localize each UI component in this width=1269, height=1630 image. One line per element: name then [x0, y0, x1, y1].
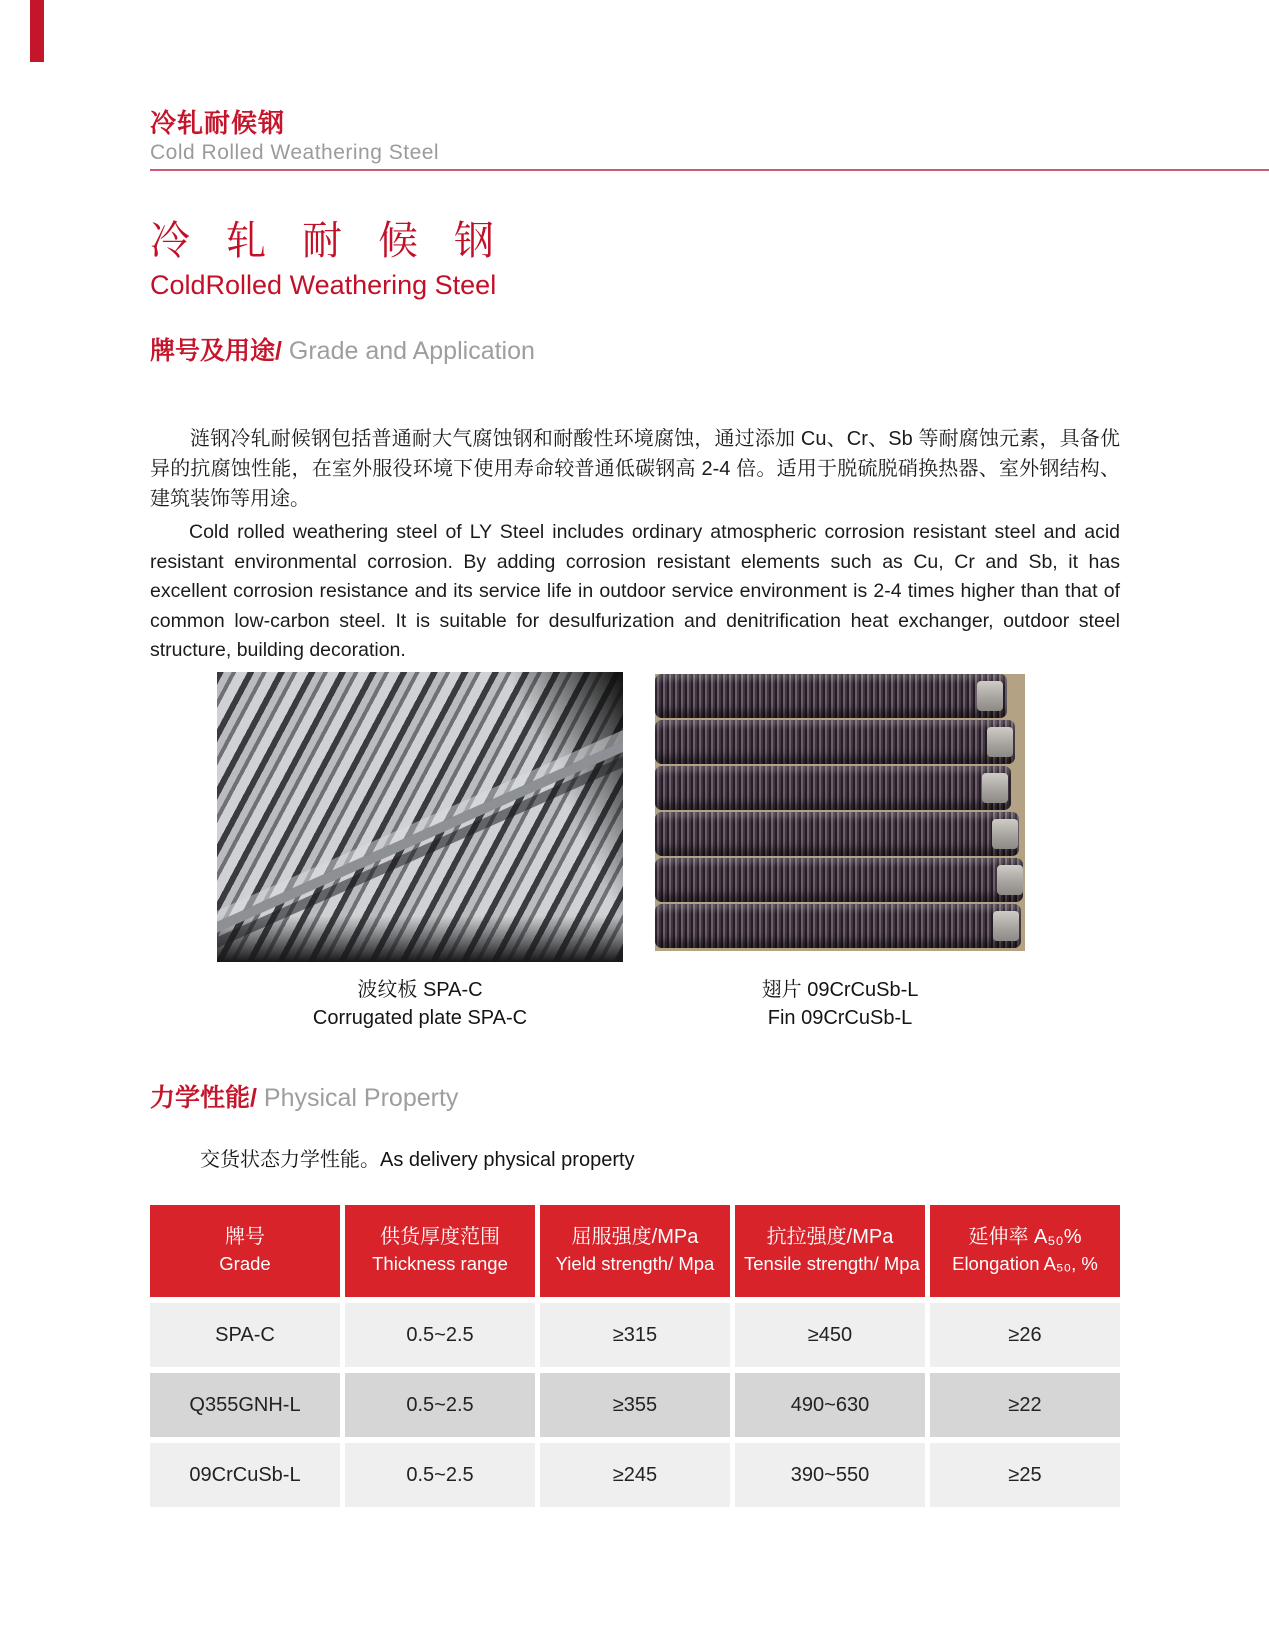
- section-heading-zh: 牌号及用途/: [150, 337, 282, 365]
- paragraph-chinese: 涟钢冷轧耐候钢包括普通耐大气腐蚀钢和耐酸性环境腐蚀，通过添加 Cu、Cr、Sb 等耐腐蚀元素，具备优异的抗腐蚀性能，在室外服役环境下使用寿命较普通低碳钢高 2-4 倍。适用于脱硫脱硝换热器、室外钢结构、建筑装饰等用途。: [150, 428, 1120, 510]
- header-en: Grade: [219, 1253, 271, 1274]
- section-heading-en: Grade and Application: [281, 337, 535, 365]
- section-heading-grade-and-application: [150, 336, 535, 366]
- physical-property-table: [150, 1205, 1120, 1507]
- header-en: Tensile strength/ Mpa: [744, 1253, 920, 1274]
- table-cell-thickness: 0.5~2.5: [345, 1373, 535, 1437]
- fin-tube-photo: [655, 674, 1025, 951]
- table-cell-yield: ≥245: [540, 1443, 730, 1507]
- table-cell-elongation: ≥25: [930, 1443, 1120, 1507]
- section-heading-en: Physical Property: [256, 1084, 459, 1112]
- table-cell-grade: Q355GNH-L: [150, 1373, 340, 1437]
- table-cell-thickness: 0.5~2.5: [345, 1443, 535, 1507]
- fin-tube: [655, 858, 1023, 902]
- header-zh: 牌号: [225, 1226, 265, 1248]
- table-cell-elongation: ≥26: [930, 1303, 1120, 1367]
- table-header-elongation: [930, 1205, 1120, 1297]
- fin-tube: [655, 720, 1015, 764]
- fin-tube: [655, 812, 1019, 856]
- fin-tube: [655, 904, 1021, 948]
- header-zh: 抗拉强度/MPa: [766, 1226, 894, 1248]
- table-cell-yield: ≥315: [540, 1303, 730, 1367]
- table-cell-tensile: ≥450: [735, 1303, 925, 1367]
- table-cell-tensile: 490~630: [735, 1373, 925, 1437]
- table-cell-grade: 09CrCuSb-L: [150, 1443, 340, 1507]
- caption-corrugated-plate-en: Corrugated plate SPA-C: [312, 1007, 528, 1029]
- main-title: [150, 218, 507, 301]
- section-heading-physical-property: [150, 1083, 458, 1113]
- caption-corrugated-plate-zh: 波纹板 SPA-C: [357, 979, 483, 1001]
- main-title-en: ColdRolled Weathering Steel: [150, 270, 497, 300]
- fin-tube: [655, 674, 1007, 718]
- corrugated-plate-photo: [217, 672, 623, 962]
- main-title-zh: 冷 轧 耐 候 钢: [150, 218, 507, 263]
- table-cell-grade: SPA-C: [150, 1303, 340, 1367]
- caption-fin-tube-zh: 翅片 09CrCuSb-L: [761, 979, 919, 1001]
- table-cell-tensile: 390~550: [735, 1443, 925, 1507]
- table-header-tensile-strength: [735, 1205, 925, 1297]
- fin-tube: [655, 766, 1011, 810]
- plate-edge-highlight: [217, 716, 623, 940]
- table-cell-thickness: 0.5~2.5: [345, 1303, 535, 1367]
- header-en: Elongation A₅₀, %: [952, 1253, 1098, 1274]
- running-header-title-en: Cold Rolled Weathering Steel: [150, 141, 440, 164]
- header-zh: 屈服强度/MPa: [571, 1226, 699, 1248]
- running-header: [150, 108, 439, 166]
- header-zh: 延伸率 A₅₀%: [968, 1226, 1082, 1248]
- paragraph-english: Cold rolled weathering steel of LY Steel includes ordinary atmospheric corrosion resistant steel and acid resistant environmental corrosion. By adding corrosion resistant elements such as Cu, Cr and Sb, it has excellent corrosion resistance and its service life in outdoor service environment is 2-4 times higher than that of common low-carbon steel. It is suitable for desulfurization and denitrification heat exchanger, outdoor steel structure, building decoration.: [150, 521, 1120, 661]
- table-intro-line: 交货状态力学性能。As delivery physical property: [200, 1149, 635, 1171]
- header-en: Yield strength/ Mpa: [555, 1253, 715, 1274]
- table-cell-elongation: ≥22: [930, 1373, 1120, 1437]
- corner-red-bar: [30, 0, 44, 62]
- table-cell-yield: ≥355: [540, 1373, 730, 1437]
- table-header-yield-strength: [540, 1205, 730, 1297]
- caption-fin-tube: [655, 976, 1025, 1032]
- caption-fin-tube-en: Fin 09CrCuSb-L: [767, 1007, 913, 1029]
- header-rule-line: [150, 169, 1269, 171]
- caption-corrugated-plate: [217, 976, 623, 1032]
- body-text: [150, 424, 1120, 666]
- running-header-title-zh: 冷轧耐候钢: [150, 108, 286, 138]
- section-heading-zh: 力学性能/: [150, 1084, 257, 1112]
- header-en: Thickness range: [372, 1253, 508, 1274]
- table-header-grade: [150, 1205, 340, 1297]
- header-zh: 供货厚度范围: [380, 1226, 500, 1248]
- table-header-thickness-range: [345, 1205, 535, 1297]
